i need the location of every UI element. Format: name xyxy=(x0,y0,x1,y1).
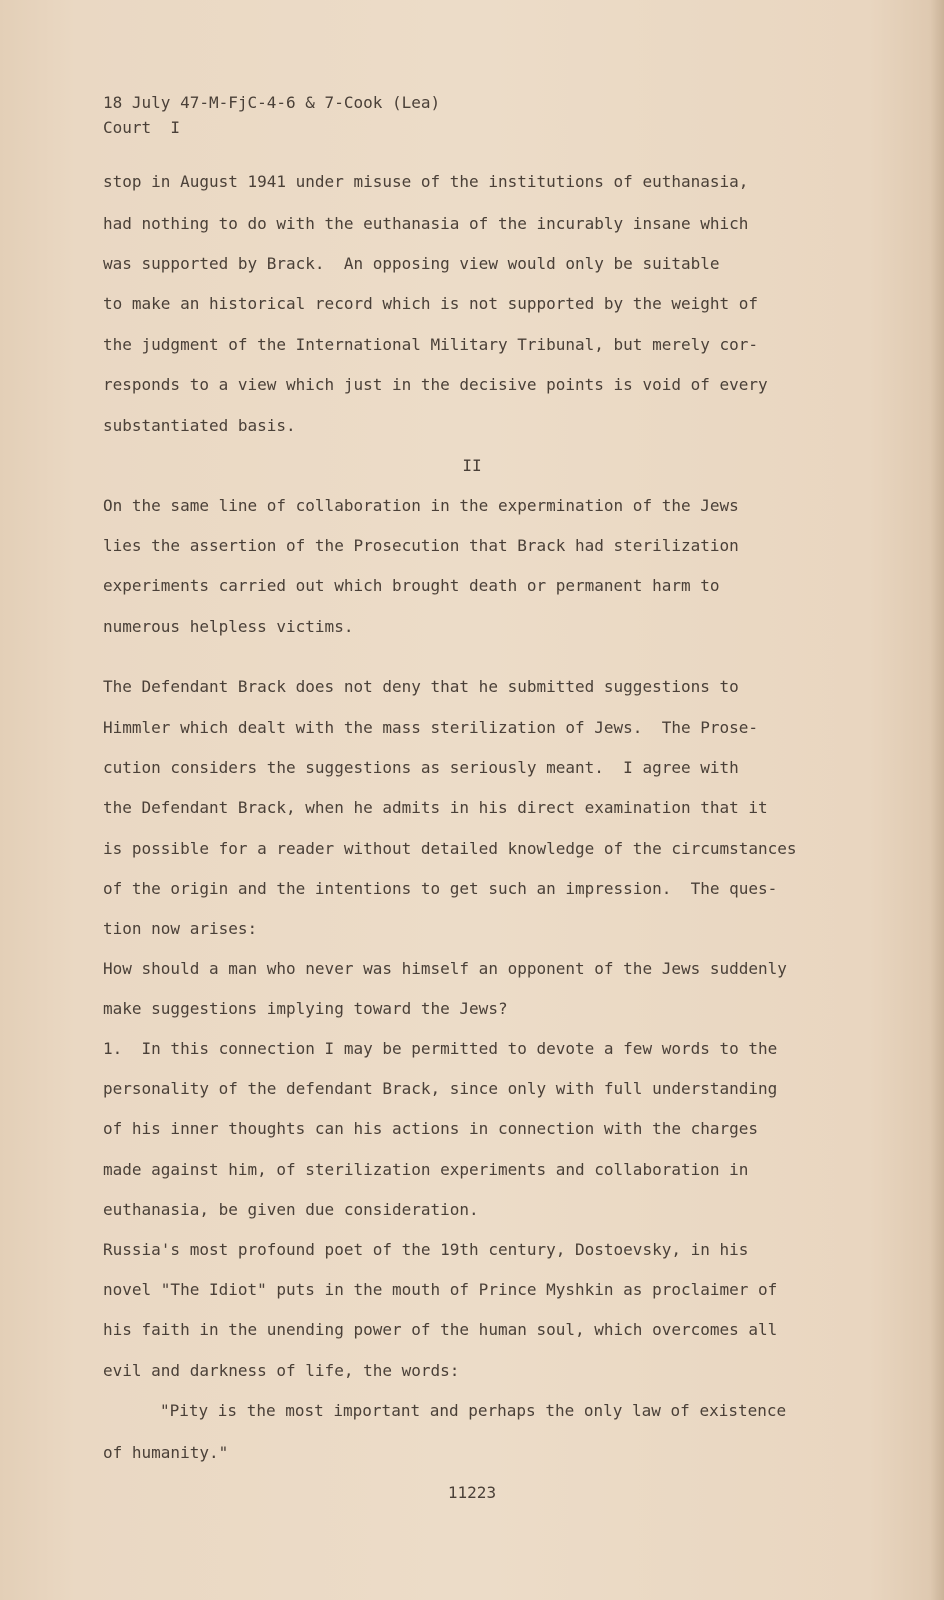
text-line: On the same line of collaboration in the expermination of the Jews xyxy=(103,496,739,515)
text-line: the judgment of the International Military Tribunal, but merely cor- xyxy=(103,335,759,354)
header-court: Court I xyxy=(103,118,181,137)
document-header xyxy=(103,90,440,140)
text-line: of his inner thoughts can his actions in connection with the charges xyxy=(103,1119,759,1138)
text-line: is possible for a reader without detailed knowledge of the circumstances xyxy=(103,839,797,858)
text-line: 1. In this connection I may be permitted to devote a few words to the xyxy=(103,1039,778,1058)
text-line: evil and darkness of life, the words: xyxy=(103,1361,460,1380)
quote-line: "Pity is the most important and perhaps the only law of existence xyxy=(160,1401,787,1420)
text-line: make suggestions implying toward the Jews? xyxy=(103,999,508,1018)
text-line: cution considers the suggestions as seriously meant. I agree with xyxy=(103,758,739,777)
text-line: was supported by Brack. An opposing view would only be suitable xyxy=(103,254,720,273)
text-line: experiments carried out which brought death or permanent harm to xyxy=(103,576,720,595)
text-line: euthanasia, be given due consideration. xyxy=(103,1200,479,1219)
text-line: numerous helpless victims. xyxy=(103,617,354,636)
header-reference: 18 July 47-M-FjC-4-6 & 7-Cook (Lea) xyxy=(103,93,441,112)
text-line: stop in August 1941 under misuse of the institutions of euthanasia, xyxy=(103,172,749,191)
text-line: made against him, of sterilization experiments and collaboration in xyxy=(103,1160,749,1179)
text-line: novel "The Idiot" puts in the mouth of Prince Myshkin as proclaimer of xyxy=(103,1280,778,1299)
text-line: How should a man who never was himself an opponent of the Jews suddenly xyxy=(103,959,787,978)
text-line: the Defendant Brack, when he admits in his direct examination that it xyxy=(103,798,768,817)
text-line: personality of the defendant Brack, since only with full understanding xyxy=(103,1079,778,1098)
text-line: tion now arises: xyxy=(103,919,258,938)
text-line: Himmler which dealt with the mass sterilization of Jews. The Prose- xyxy=(103,718,759,737)
page-number: 11223 xyxy=(447,1483,497,1502)
text-line: The Defendant Brack does not deny that he submitted suggestions to xyxy=(103,677,739,696)
text-line: lies the assertion of the Prosecution that Brack had sterilization xyxy=(103,536,739,555)
section-heading: II xyxy=(462,456,482,475)
text-line: responds to a view which just in the decisive points is void of every xyxy=(103,375,768,394)
text-line: his faith in the unending power of the human soul, which overcomes all xyxy=(103,1320,778,1339)
text-line: had nothing to do with the euthanasia of the incurably insane which xyxy=(103,214,749,233)
text-line: to make an historical record which is not supported by the weight of xyxy=(103,294,759,313)
text-line: of the origin and the intentions to get such an impression. The ques- xyxy=(103,879,778,898)
text-line: Russia's most profound poet of the 19th century, Dostoevsky, in his xyxy=(103,1240,749,1259)
quote-line: of humanity." xyxy=(103,1443,229,1462)
text-line: substantiated basis. xyxy=(103,416,296,435)
